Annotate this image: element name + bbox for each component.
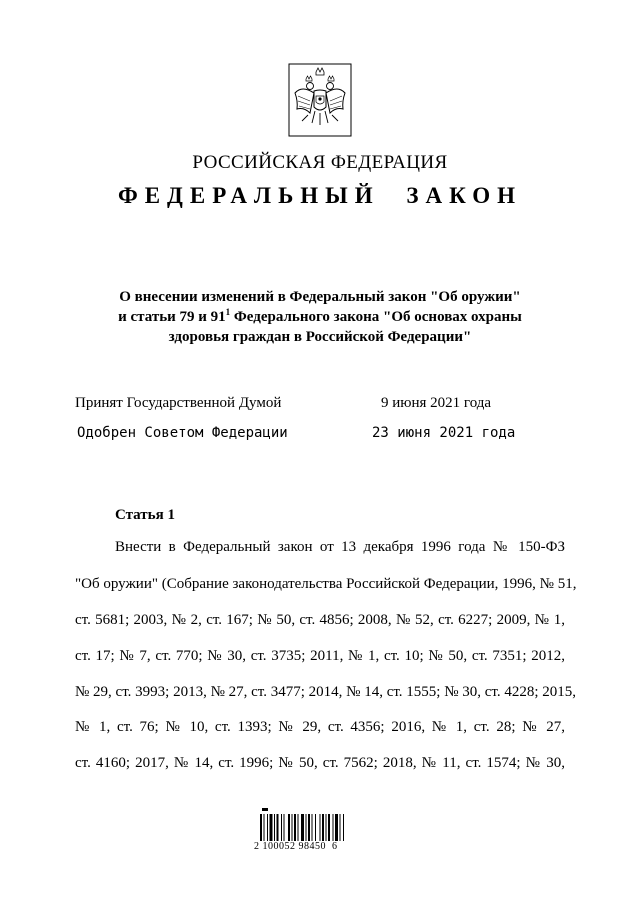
barcode-icon: [252, 808, 382, 842]
barcode-bar: [292, 814, 293, 841]
duma-adoption-label: Принят Государственной Думой: [75, 395, 282, 411]
article-text-line: Внести в Федеральный закон от 13 декабря 1996 года № 150-ФЗ: [115, 539, 565, 555]
barcode-bar: [260, 814, 262, 841]
barcode-bar: [306, 814, 307, 841]
barcode-bar: [322, 814, 324, 841]
barcode-bar: [284, 814, 285, 841]
barcode-bar: [301, 814, 304, 841]
barcode-bar: [288, 814, 290, 841]
article-text-line: ст. 5681; 2003, № 2, ст. 167; № 50, ст. 4856; 2008, № 52, ст. 6227; 2009, № 1,: [75, 612, 565, 628]
barcode-bar: [308, 814, 310, 841]
law-title-line-2-end: Федерального закона "Об основах охраны: [230, 309, 522, 325]
barcode-bar: [343, 814, 344, 841]
barcode-bar: [333, 814, 334, 841]
law-title-line-1: О внесении изменений в Федеральный закон "Об оружии": [119, 289, 521, 305]
article-text-line: № 29, ст. 3993; 2013, № 27, ст. 3477; 2014, № 14, ст. 1555; № 30, ст. 4228; 2015,: [75, 684, 577, 700]
law-title: [70, 287, 570, 347]
barcode-bar: [320, 814, 321, 841]
article-text-line: ст. 4160; 2017, № 14, ст. 1996; № 50, ст. 7562; 2018, № 11, ст. 1574; № 30,: [75, 755, 565, 771]
barcode-bar: [298, 814, 299, 841]
barcode-bar: [281, 814, 282, 841]
barcode-bar: [335, 814, 338, 841]
barcode-bar: [270, 814, 273, 841]
barcode-bar: [340, 814, 341, 841]
barcode-bar: [312, 814, 313, 841]
duma-adoption-date: 9 июня 2021 года: [381, 395, 492, 411]
coat-of-arms-icon: [288, 63, 352, 137]
law-title-line-2-start: и статьи 79 и 91: [118, 309, 226, 325]
article-text-line: ст. 17; № 7, ст. 770; № 30, ст. 3735; 2011, № 1, ст. 10; № 50, ст. 7351; 2012,: [75, 648, 565, 664]
barcode-bar: [274, 814, 275, 841]
law-title-line-2: [70, 307, 570, 327]
state-emblem: [288, 63, 352, 137]
law-title-superscript: 1: [225, 307, 231, 317]
article-text-line: № 1, ст. 76; № 10, ст. 1393; № 29, ст. 4356; 2016, № 1, ст. 28; № 27,: [75, 719, 565, 735]
barcode-bar: [315, 814, 316, 841]
barcode-bar: [277, 814, 279, 841]
barcode-mark: [262, 808, 268, 811]
barcode-bar: [267, 814, 268, 841]
article-heading: Статья 1: [115, 507, 175, 523]
barcode-bar: [328, 814, 330, 841]
barcode-bar: [326, 814, 327, 841]
document-type: ФЕДЕРАЛЬНЫЙ ЗАКОН: [117, 183, 523, 208]
council-approval-label: Одобрен Советом Федерации: [77, 425, 288, 441]
barcode-bar: [294, 814, 296, 841]
article-text-line: "Об оружии" (Собрание законодательства Российской Федерации, 1996, № 51,: [75, 576, 577, 592]
council-approval-date: 23 июня 2021 года: [372, 425, 516, 441]
barcode-number: 2 100052 98450 6: [254, 841, 338, 852]
country-name: РОССИЙСКАЯ ФЕДЕРАЦИЯ: [192, 152, 448, 173]
barcode-bar: [264, 814, 265, 841]
law-title-line-3: здоровья граждан в Российской Федерации": [168, 329, 472, 345]
